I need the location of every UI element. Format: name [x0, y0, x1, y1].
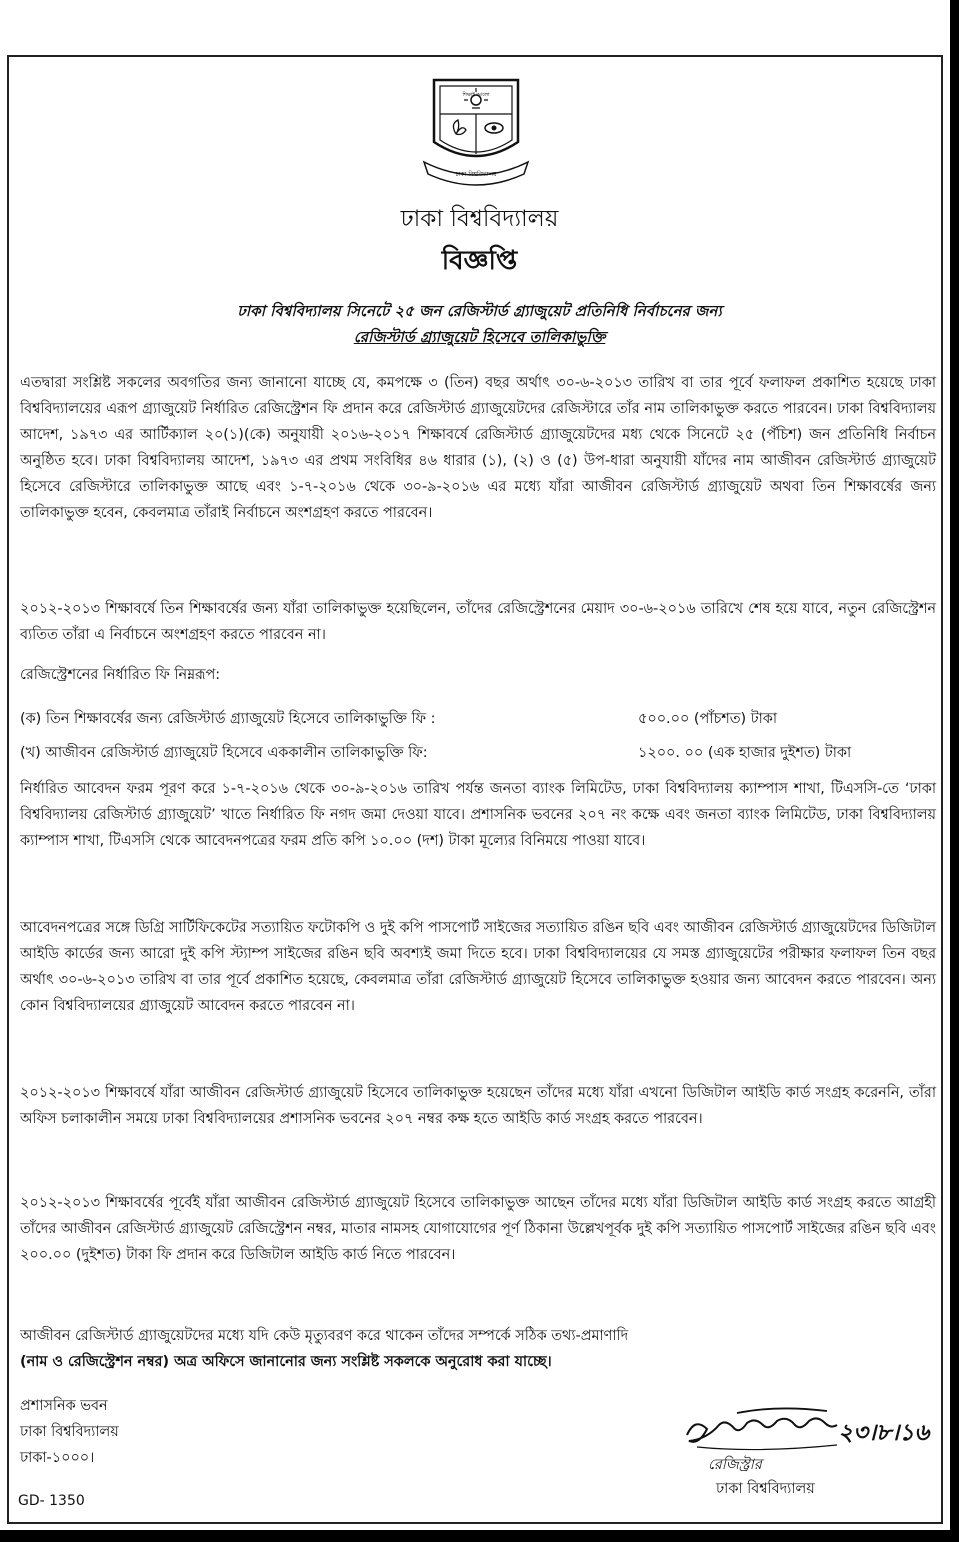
- paragraph-deceased-line-2: (নাম ও রেজিস্ট্রেশন নম্বর) অত্র অফিসে জানানোর জন্য সংশ্লিষ্ট সকলকে অনুরোধ করা যাচ্ছে।: [20, 1354, 552, 1370]
- address-line: ঢাকা-১০০০।: [20, 1450, 95, 1466]
- seal-motto: শিক্ষাই আলো: [462, 92, 490, 98]
- gd-number: GD- 1350: [18, 1493, 85, 1509]
- paragraph-application-form: নির্ধারিত আবেদন ফরম পূরণ করে ১-৭-২০১৬ থেকে ৩০-৯-২০১৬ তারিখ পর্যন্ত জনতা ব্যাংক লিমিটেড, ঢাকা বিশ্ববিদ্যালয় ক্যাম্পাস শাখা, টিএসসি-তে ‘ঢাকা বিশ্ববিদ্যালয় রেজিস্টার্ড গ্র্যাজুয়েট’ খাতে নির্ধারিত ফি নগদ জমা দেওয়া যাবে। প্রশাসনিক ভবনের ২০৭ নং কক্ষে এবং জনতা ব্যাংক লিমিটেড, ঢাকা বিশ্ববিদ্যালয় ক্যাম্পাস শাখা, টিএসসি থেকে আবেদনপত্রের ফরম প্রতি কপি ১০.০০ (দশ) টাকা মূল্যের বিনিময়ে পাওয়া যাবে।: [20, 781, 936, 849]
- registrar-university: ঢাকা বিশ্ববিদ্যালয়: [716, 1481, 815, 1497]
- fee-amount: ১২০০. ০০ (এক হাজার দুইশত) টাকা: [638, 745, 852, 761]
- signature-date: ২৩।৮।১৬: [838, 1419, 930, 1446]
- fee-label: (খ) আজীবন রেজিস্টার্ড গ্র্যাজুয়েট হিসেবে এককালীন তালিকাভুক্তি ফি:: [20, 745, 428, 761]
- fee-label: (ক) তিন শিক্ষাবর্ষের জন্য রেজিস্টার্ড গ্র্যাজুয়েট হিসেবে তালিকাভুক্তি ফি :: [20, 711, 436, 727]
- university-seal-icon: [420, 70, 532, 188]
- notice-title: বিজ্ঞপ্তি: [441, 246, 518, 276]
- notice-subtitle-line-2: রেজিস্টার্ড গ্র্যাজুয়েট হিসেবে তালিকাভুক্তি: [353, 328, 606, 346]
- university-name: ঢাকা বিশ্ববিদ্যালয়: [400, 206, 559, 232]
- scan-border-bottom: [0, 1530, 959, 1542]
- address-line: প্রশাসনিক ভবন: [20, 1398, 108, 1414]
- address-line: ঢাকা বিশ্ববিদ্যালয়: [20, 1424, 119, 1440]
- registrar-title: রেজিস্ট্রার: [708, 1457, 762, 1473]
- fee-amount: ৫০০.০০ (পাঁচশত) টাকা: [638, 711, 777, 727]
- paragraph-registration-expiry: ২০১২-২০১৩ শিক্ষাবর্ষে তিন শিক্ষাবর্ষের জন্য যাঁরা তালিকাভুক্ত হয়েছিলেন, তাঁদের রেজিস্ট্রেশনের মেয়াদ ৩০-৬-২০১৬ তারিখে শেষ হয়ে যাবে, নতুন রেজিস্ট্রেশন ব্যতিত তাঁরা এ নির্বাচনে অংশগ্রহণ করতে পারবেন না।: [20, 601, 936, 643]
- paragraph-deceased-line-1: আজীবন রেজিস্টার্ড গ্র্যাজুয়েটদের মধ্যে যদি কেউ মৃত্যুবরণ করে থাকেন তাঁদের সম্পর্কে সঠিক তথ্য-প্রমাণাদি: [20, 1328, 629, 1344]
- office-address: [20, 1393, 119, 1471]
- paragraph-eligibility: এতদ্বারা সংশ্লিষ্ট সকলের অবগতির জন্য জানানো যাচ্ছে যে, কমপক্ষে ৩ (তিন) বছর অর্থাৎ ৩০-৬-২০১৩ তারিখ বা তার পূর্বে ফলাফল প্রকাশিত হয়েছে ঢাকা বিশ্ববিদ্যালয়ের এরূপ গ্র্যাজুয়েট নির্ধারিত রেজিস্ট্রেশন ফি প্রদান করে রেজিস্টার্ড গ্র্যাজুয়েটদের রেজিস্টারে তাঁর নাম তালিকাভুক্ত করতে পারবেন। ঢাকা বিশ্ববিদ্যালয় আদেশ, ১৯৭৩ এর আর্টিক্যাল ২০(১)(কে) অনুযায়ী ২০১৬-২০১৭ শিক্ষাবর্ষে রেজিস্টার্ড গ্র্যাজুয়েটদের মধ্য থেকে সিনেটে ২৫ (পঁচিশ) জন প্রতিনিধি নির্বাচন অনুষ্ঠিত হবে। ঢাকা বিশ্ববিদ্যালয় আদেশ, ১৯৭৩ এর প্রথম সংবিধির ৪৬ ধারার (১), (২) ও (৫) উপ-ধারা অনুযায়ী যাঁদের নাম আজীবন রেজিস্টার্ড গ্র্যাজুয়েট হিসেবে রেজিস্টারে তালিকাভুক্ত আছে এবং ১-৭-২০১৬ থেকে ৩০-৯-২০১৬ এর মধ্যে যাঁরা আজীবন রেজিস্টার্ড গ্র্যাজুয়েট অথবা তিন শিক্ষাবর্ষের জন্য তালিকাভুক্ত হবেন, কেবলমাত্র তাঁরাই নির্বাচনে অংশগ্রহণ করতে পারবেন।: [20, 375, 936, 521]
- paragraph-deceased-info: [20, 1323, 936, 1375]
- paragraph-digital-id: ২০১২-২০১৩ শিক্ষাবর্ষের পূর্বেই যাঁরা আজীবন রেজিস্টার্ড গ্র্যাজুয়েট হিসেবে তালিকাভুক্ত আছেন তাঁদের মধ্যে যাঁরা ডিজিটাল আইডি কার্ড সংগ্রহ করতে আগ্রহী তাঁদের আজীবন রেজিস্টার্ড গ্র্যাজুয়েট রেজিস্ট্রেশন নম্বর, মাতার নামসহ যোগাযোগের পূর্ণ ঠিকানা উল্লেখপূর্বক দুই কপি সত্যায়িত পাসপোর্ট সাইজের রঙিন ছবি এবং ২০০.০০ (দুইশত) টাকা ফি প্রদান করে ডিজিটাল আইডি কার্ড নিতে পারবেন।: [20, 1195, 936, 1263]
- paragraph-documents: আবেদনপত্রের সঙ্গে ডিগ্রি সার্টিফিকেটের সত্যায়িত ফটোকপি ও দুই কপি পাসপোর্ট সাইজের সত্যায়িত রঙিন ছবি এবং আজীবন রেজিস্টার্ড গ্র্যাজুয়েটদের ডিজিটাল আইডি কার্ডের জন্য আরো দুই কপি স্ট্যাম্প সাইজের রঙিন ছবি অবশ্যই জমা দিতে হবে। ঢাকা বিশ্ববিদ্যালয়ের যে সমস্ত গ্র্যাজুয়েটের পরীক্ষার ফলাফল তিন বছর অর্থাৎ ৩০-৬-২০১৩ তারিখ বা তার পূর্বে প্রকাশিত হয়েছে, কেবলমাত্র তাঁরা রেজিস্টার্ড গ্র্যাজুয়েট হিসেবে তালিকাভুক্ত হওয়ার জন্য আবেদন করতে পারবেন। অন্য কোন বিশ্ববিদ্যালয়ের গ্র্যাজুয়েট আবেদন করতে পারবেন না।: [20, 920, 936, 1014]
- fee-heading: রেজিস্ট্রেশনের নির্ধারিত ফি নিম্নরূপ:: [20, 667, 221, 683]
- notice-subtitle-line-1: ঢাকা বিশ্ববিদ্যালয় সিনেটে ২৫ জন রেজিস্টার্ড গ্র্যাজুয়েট প্রতিনিধি নির্বাচনের জন্য: [237, 302, 722, 320]
- seal-ribbon-text: ঢাকা বিশ্ববিদ্যালয়: [455, 171, 497, 178]
- paragraph-id-card-collection: ২০১২-২০১৩ শিক্ষাবর্ষে যাঁরা আজীবন রেজিস্টার্ড গ্র্যাজুয়েট হিসেবে তালিকাভুক্ত হয়েছেন তাঁদের মধ্যে যাঁরা এখনো ডিজিটাল আইডি কার্ড সংগ্রহ করেননি, তাঁরা অফিস চলাকালীন সময়ে ঢাকা বিশ্ববিদ্যালয়ের প্রশাসনিক ভবনের ২০৭ নম্বর কক্ষ হতে আইডি কার্ড সংগ্রহ করতে পারবেন।: [20, 1085, 936, 1127]
